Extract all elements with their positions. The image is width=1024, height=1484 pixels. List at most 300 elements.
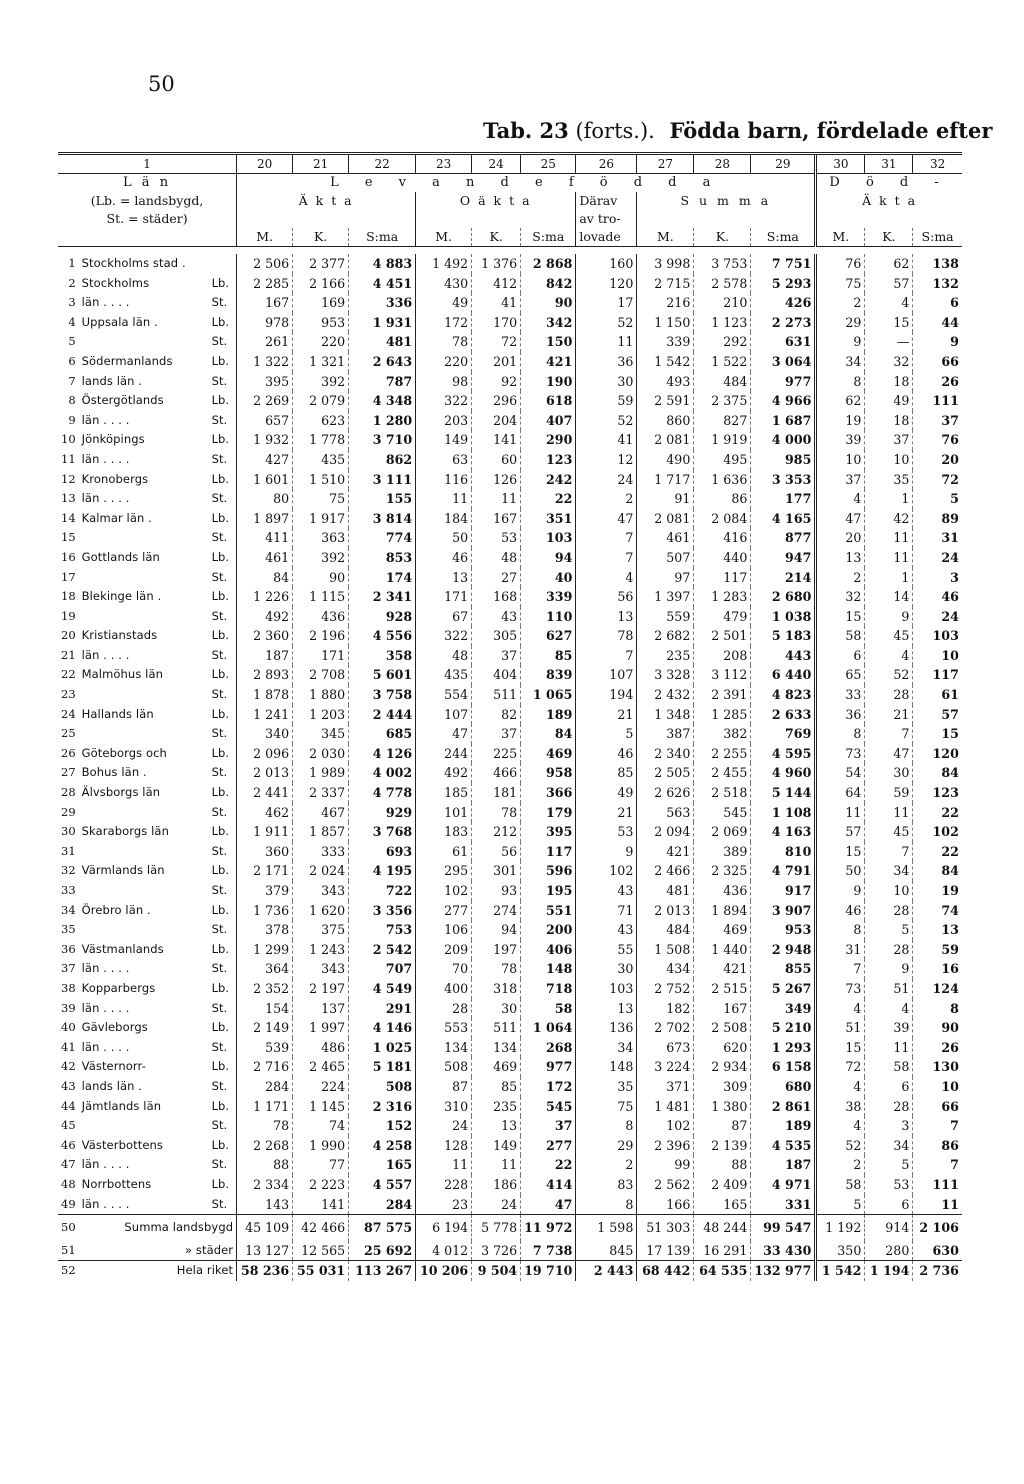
cell-col-22: 4 348 [349, 391, 416, 411]
cell-col-30: 62 [816, 391, 865, 411]
header-akta: Ä k t a [237, 192, 416, 210]
cell-col-28: 2 375 [694, 391, 751, 411]
cell-col-27: 97 [637, 568, 694, 588]
cell-col-21: 2 337 [293, 783, 349, 803]
cell-col-21: 1 321 [293, 352, 349, 372]
cell-col-28: 3 753 [694, 254, 751, 274]
table-row [58, 822, 962, 842]
cell-col-24: 126 [472, 470, 521, 490]
total-col-32: 630 [913, 1241, 962, 1261]
cell-col-23: 47 [416, 724, 472, 744]
cell-col-29: 977 [751, 372, 816, 392]
cell-col-28: 416 [694, 528, 751, 548]
cell-col-23: 554 [416, 685, 472, 705]
cell-col-31: 45 [865, 822, 913, 842]
cell-col-27: 2 682 [637, 626, 694, 646]
cell-col-24: 60 [472, 450, 521, 470]
row-number: 7 [68, 373, 76, 388]
area-type: Lb. [211, 863, 230, 878]
total-col-24: 3 726 [472, 1241, 521, 1261]
total-col-29: 132 977 [751, 1261, 816, 1281]
table-row [58, 665, 962, 685]
cell-col-21: 74 [293, 1116, 349, 1136]
cell-col-29: 426 [751, 293, 816, 313]
cell-col-29: 5 183 [751, 626, 816, 646]
table-row [58, 1195, 962, 1215]
cell-col-25: 351 [521, 509, 576, 529]
cell-col-26: 7 [576, 548, 637, 568]
county-name: Göteborgs och [81, 745, 167, 760]
cell-col-29: 877 [751, 528, 816, 548]
row-number: 12 [61, 471, 76, 486]
cell-col-28: 827 [694, 411, 751, 431]
cell-col-26: 160 [576, 254, 637, 274]
county-name: Västernorr- [81, 1059, 146, 1074]
cell-col-29: 2 680 [751, 587, 816, 607]
cell-col-24: 41 [472, 293, 521, 313]
cell-col-27: 493 [637, 372, 694, 392]
cell-col-29: 3 353 [751, 470, 816, 490]
cell-col-31: 34 [865, 1136, 913, 1156]
total-col-31: 280 [865, 1241, 913, 1261]
cell-col-21: 224 [293, 1077, 349, 1097]
table-row [58, 313, 962, 333]
unit-sma: S:ma [913, 228, 962, 247]
table-row [58, 979, 962, 999]
cell-col-24: 43 [472, 607, 521, 627]
cell-col-30: 73 [816, 979, 865, 999]
cell-col-20: 539 [237, 1038, 293, 1058]
cell-col-32: 11 [913, 1195, 962, 1215]
county-name [79, 568, 209, 588]
row-number: 45 [61, 1118, 76, 1133]
cell-col-31: 6 [865, 1077, 913, 1097]
cell-col-26: 78 [576, 626, 637, 646]
cell-col-29: 1 108 [751, 803, 816, 823]
page-number: 50 [148, 72, 175, 96]
cell-col-31: 11 [865, 528, 913, 548]
cell-col-21: 2 166 [293, 274, 349, 294]
cell-col-24: 235 [472, 1097, 521, 1117]
cell-col-32: 89 [913, 509, 962, 529]
cell-col-30: 36 [816, 705, 865, 725]
row-number: 8 [68, 393, 76, 408]
cell-col-21: 436 [293, 607, 349, 627]
header-lan-note-2: St. = städer) [106, 211, 188, 226]
cell-col-32: 24 [913, 548, 962, 568]
cell-col-30: 51 [816, 1018, 865, 1038]
cell-col-32: 57 [913, 705, 962, 725]
cell-col-22: 928 [349, 607, 416, 627]
cell-col-26: 71 [576, 901, 637, 921]
cell-col-26: 24 [576, 470, 637, 490]
table-row [58, 783, 962, 803]
cell-col-25: 618 [521, 391, 576, 411]
cell-col-25: 117 [521, 842, 576, 862]
cell-col-21: 1 620 [293, 901, 349, 921]
area-type: St. [211, 569, 228, 584]
cell-col-28: 86 [694, 489, 751, 509]
cell-col-30: 2 [816, 568, 865, 588]
row-number: 2 [68, 275, 76, 290]
cell-col-23: 228 [416, 1175, 472, 1195]
cell-col-27: 387 [637, 724, 694, 744]
cell-col-26: 5 [576, 724, 637, 744]
cell-col-29: 3 064 [751, 352, 816, 372]
row-number: 39 [61, 1000, 76, 1015]
cell-col-21: 1 203 [293, 705, 349, 725]
cell-col-24: 78 [472, 959, 521, 979]
unit-m: M. [637, 228, 694, 247]
header-row-3 [58, 210, 962, 228]
cell-col-21: 171 [293, 646, 349, 666]
cell-col-25: 977 [521, 1057, 576, 1077]
cell-col-28: 2 139 [694, 1136, 751, 1156]
cell-col-23: 102 [416, 881, 472, 901]
cell-col-27: 1 481 [637, 1097, 694, 1117]
area-type: Lb. [211, 432, 230, 447]
cell-col-24: 170 [472, 313, 521, 333]
table-row [58, 254, 962, 274]
area-type: Lb. [211, 706, 230, 721]
area-type: St. [211, 1118, 228, 1133]
cell-col-28: 1 380 [694, 1097, 751, 1117]
cell-col-28: 2 391 [694, 685, 751, 705]
cell-col-27: 507 [637, 548, 694, 568]
county-name: Kalmar län . [81, 510, 152, 525]
cell-col-31: 14 [865, 587, 913, 607]
cell-col-27: 1 397 [637, 587, 694, 607]
cell-col-32: 132 [913, 274, 962, 294]
cell-col-30: 39 [816, 430, 865, 450]
cell-col-27: 481 [637, 881, 694, 901]
cell-col-30: 2 [816, 1155, 865, 1175]
cell-col-23: 322 [416, 391, 472, 411]
cell-col-20: 1 226 [237, 587, 293, 607]
cell-col-22: 4 778 [349, 783, 416, 803]
cell-col-22: 4 883 [349, 254, 416, 274]
cell-col-20: 657 [237, 411, 293, 431]
cell-col-28: 495 [694, 450, 751, 470]
county-name: Gävleborgs [81, 1020, 148, 1035]
cell-col-31: 39 [865, 1018, 913, 1038]
county-name: Malmöhus län [81, 667, 163, 682]
cell-col-27: 673 [637, 1038, 694, 1058]
cell-col-31: 3 [865, 1116, 913, 1136]
total-col-23: 4 012 [416, 1241, 472, 1261]
county-name: län . . . . [81, 1157, 130, 1172]
cell-col-21: 1 778 [293, 430, 349, 450]
cell-col-21: 220 [293, 332, 349, 352]
header-row-2 [58, 192, 962, 210]
cell-col-25: 22 [521, 1155, 576, 1175]
total-row [58, 1215, 962, 1241]
county-name: Västerbottens [81, 1137, 163, 1152]
table-row [58, 881, 962, 901]
row-number: 29 [61, 804, 76, 819]
cell-col-23: 203 [416, 411, 472, 431]
cell-col-21: 1 997 [293, 1018, 349, 1038]
cell-col-20: 2 716 [237, 1057, 293, 1077]
cell-col-27: 3 998 [637, 254, 694, 274]
total-row [58, 1261, 962, 1281]
county-name: Kronobergs [81, 471, 149, 486]
row-number: 35 [61, 922, 76, 937]
cell-col-26: 17 [576, 293, 637, 313]
area-type: Lb. [211, 1176, 230, 1191]
header-summa: S u m m a [637, 192, 816, 210]
cell-col-29: 4 823 [751, 685, 816, 705]
area-type: St. [211, 1039, 228, 1054]
cell-col-23: 128 [416, 1136, 472, 1156]
cell-col-32: 66 [913, 1097, 962, 1117]
cell-col-30: 47 [816, 509, 865, 529]
area-type: St. [211, 1157, 228, 1172]
cell-col-21: 1 243 [293, 940, 349, 960]
cell-col-28: 2 455 [694, 763, 751, 783]
cell-col-26: 30 [576, 372, 637, 392]
cell-col-25: 90 [521, 293, 576, 313]
row-number: 44 [61, 1098, 76, 1113]
cell-col-25: 268 [521, 1038, 576, 1058]
county-name: län . . . . [81, 961, 130, 976]
area-type: Lb. [211, 510, 230, 525]
cell-col-26: 49 [576, 783, 637, 803]
cell-col-22: 853 [349, 548, 416, 568]
cell-col-30: 58 [816, 626, 865, 646]
cell-col-22: 508 [349, 1077, 416, 1097]
cell-col-21: 1 115 [293, 587, 349, 607]
cell-col-27: 1 348 [637, 705, 694, 725]
cell-col-28: 2 084 [694, 509, 751, 529]
total-col-22: 113 267 [349, 1261, 416, 1281]
cell-col-21: 1 989 [293, 763, 349, 783]
cell-col-31: 45 [865, 626, 913, 646]
cell-col-28: 1 283 [694, 587, 751, 607]
cell-col-31: 30 [865, 763, 913, 783]
cell-col-29: 4 960 [751, 763, 816, 783]
cell-col-25: 242 [521, 470, 576, 490]
colno-21: 21 [293, 154, 349, 174]
cell-col-20: 364 [237, 959, 293, 979]
cell-col-30: 50 [816, 861, 865, 881]
total-col-30: 1 542 [816, 1261, 865, 1281]
cell-col-27: 3 224 [637, 1057, 694, 1077]
cell-col-25: 103 [521, 528, 576, 548]
cell-col-27: 235 [637, 646, 694, 666]
area-type: Lb. [211, 941, 230, 956]
row-number: 24 [61, 706, 76, 721]
header-doda: D ö d - [816, 174, 962, 193]
colno-20: 20 [237, 154, 293, 174]
cell-col-30: 65 [816, 665, 865, 685]
county-name: Västmanlands [81, 941, 164, 956]
area-type: Lb. [211, 824, 230, 839]
row-number: 37 [61, 961, 76, 976]
county-name: Blekinge län . [81, 589, 162, 604]
total-col-32: 2 106 [913, 1215, 962, 1241]
total-col-29: 99 547 [751, 1215, 816, 1241]
cell-col-29: 985 [751, 450, 816, 470]
total-col-30: 1 192 [816, 1215, 865, 1241]
cell-col-27: 2 715 [637, 274, 694, 294]
cell-col-25: 58 [521, 999, 576, 1019]
header-darav-2: av tro- [576, 210, 637, 228]
cell-col-29: 443 [751, 646, 816, 666]
cell-col-30: 5 [816, 1195, 865, 1215]
cell-col-25: 47 [521, 1195, 576, 1215]
cell-col-28: 2 934 [694, 1057, 751, 1077]
cell-col-20: 1 241 [237, 705, 293, 725]
cell-col-25: 277 [521, 1136, 576, 1156]
cell-col-30: 19 [816, 411, 865, 431]
cell-col-31: 59 [865, 783, 913, 803]
cell-col-26: 2 [576, 489, 637, 509]
area-type: Lb. [211, 785, 230, 800]
cell-col-30: 29 [816, 313, 865, 333]
cell-col-24: 93 [472, 881, 521, 901]
cell-col-29: 953 [751, 920, 816, 940]
cell-col-24: 412 [472, 274, 521, 294]
cell-col-31: 47 [865, 744, 913, 764]
row-number: 16 [61, 549, 76, 564]
cell-col-26: 2 [576, 1155, 637, 1175]
cell-col-21: 1 857 [293, 822, 349, 842]
cell-col-22: 753 [349, 920, 416, 940]
cell-col-23: 185 [416, 783, 472, 803]
cell-col-29: 7 751 [751, 254, 816, 274]
table-row [58, 901, 962, 921]
cell-col-30: 76 [816, 254, 865, 274]
cell-col-32: 90 [913, 1018, 962, 1038]
cell-col-24: 37 [472, 646, 521, 666]
cell-col-24: 167 [472, 509, 521, 529]
cell-col-27: 434 [637, 959, 694, 979]
total-label: Hela riket [79, 1261, 237, 1281]
cell-col-32: 44 [913, 313, 962, 333]
row-number: 22 [61, 667, 76, 682]
area-type: St. [211, 1196, 228, 1211]
total-col-25: 11 972 [521, 1215, 576, 1241]
cell-col-30: 20 [816, 528, 865, 548]
county-name: län . . . . [81, 412, 130, 427]
cell-col-30: 4 [816, 999, 865, 1019]
county-name: lands län . [81, 1078, 143, 1093]
cell-col-20: 379 [237, 881, 293, 901]
table-row [58, 332, 962, 352]
cell-col-32: 117 [913, 665, 962, 685]
cell-col-20: 2 285 [237, 274, 293, 294]
cell-col-20: 2 149 [237, 1018, 293, 1038]
cell-col-20: 978 [237, 313, 293, 333]
cell-col-20: 492 [237, 607, 293, 627]
colno-29: 29 [751, 154, 816, 174]
cell-col-23: 11 [416, 1155, 472, 1175]
area-type: St. [211, 687, 228, 702]
cell-col-24: 56 [472, 842, 521, 862]
cell-col-25: 842 [521, 274, 576, 294]
total-label: » städer [184, 1242, 234, 1257]
total-col-32: 2 736 [913, 1261, 962, 1281]
cell-col-23: 67 [416, 607, 472, 627]
header-akta-doda: Ä k t a [816, 192, 962, 210]
cell-col-32: 31 [913, 528, 962, 548]
header-darav-1: Därav [576, 192, 637, 210]
area-type: Lb. [211, 275, 230, 290]
cell-col-25: 179 [521, 803, 576, 823]
table-title [483, 118, 992, 143]
cell-col-22: 3 710 [349, 430, 416, 450]
cell-col-21: 2 708 [293, 665, 349, 685]
cell-col-23: 23 [416, 1195, 472, 1215]
cell-col-22: 2 542 [349, 940, 416, 960]
total-col-29: 33 430 [751, 1241, 816, 1261]
cell-col-30: 4 [816, 1116, 865, 1136]
cell-col-32: 46 [913, 587, 962, 607]
area-type: St. [211, 334, 228, 349]
cell-col-27: 99 [637, 1155, 694, 1175]
total-col-28: 64 535 [694, 1261, 751, 1281]
cell-col-30: 58 [816, 1175, 865, 1195]
cell-col-20: 1 878 [237, 685, 293, 705]
cell-col-23: 508 [416, 1057, 472, 1077]
cell-col-24: 78 [472, 803, 521, 823]
county-name [79, 528, 209, 548]
cell-col-21: 345 [293, 724, 349, 744]
cell-col-31: 28 [865, 685, 913, 705]
county-name [79, 881, 209, 901]
unit-k: K. [472, 228, 521, 247]
unit-sma: S:ma [521, 228, 576, 247]
county-name: Stockholms stad . [81, 256, 186, 270]
cell-col-30: 4 [816, 1077, 865, 1097]
cell-col-21: 953 [293, 313, 349, 333]
county-name: län . . . . [81, 1196, 130, 1211]
cell-col-27: 216 [637, 293, 694, 313]
cell-col-23: 553 [416, 1018, 472, 1038]
row-number: 6 [68, 353, 76, 368]
cell-col-31: 37 [865, 430, 913, 450]
colno-30: 30 [816, 154, 865, 174]
table-row [58, 940, 962, 960]
row-number: 15 [61, 530, 76, 545]
cell-col-32: 26 [913, 372, 962, 392]
row-number: 36 [61, 941, 76, 956]
cell-col-22: 291 [349, 999, 416, 1019]
cell-col-27: 2 591 [637, 391, 694, 411]
cell-col-31: 4 [865, 646, 913, 666]
cell-col-30: 57 [816, 822, 865, 842]
cell-col-30: 52 [816, 1136, 865, 1156]
cell-col-29: 4 535 [751, 1136, 816, 1156]
cell-col-30: 11 [816, 803, 865, 823]
cell-col-20: 1 171 [237, 1097, 293, 1117]
cell-col-23: 61 [416, 842, 472, 862]
row-number: 17 [61, 569, 76, 584]
cell-col-28: 421 [694, 959, 751, 979]
total-col-20: 45 109 [237, 1215, 293, 1241]
row-number: 33 [61, 883, 76, 897]
table-row [58, 607, 962, 627]
cell-col-27: 559 [637, 607, 694, 627]
cell-col-27: 166 [637, 1195, 694, 1215]
cell-col-22: 2 444 [349, 705, 416, 725]
cell-col-25: 551 [521, 901, 576, 921]
cell-col-31: 10 [865, 450, 913, 470]
cell-col-25: 195 [521, 881, 576, 901]
county-name: Södermanlands [81, 353, 173, 368]
cell-col-30: 15 [816, 607, 865, 627]
